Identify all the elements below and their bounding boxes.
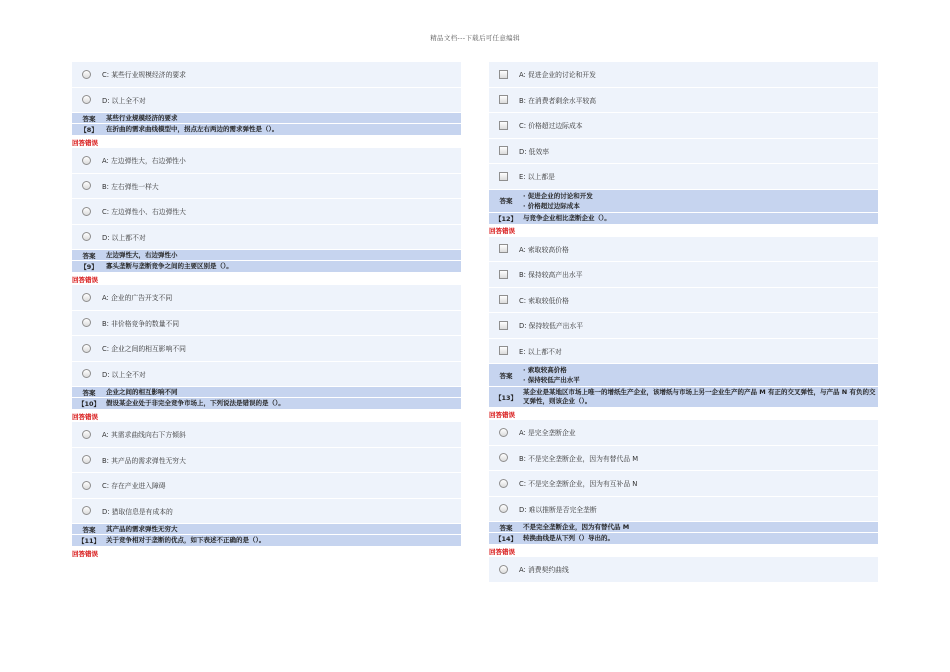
question-number: 【13】 [494, 393, 518, 402]
option-row[interactable] [72, 362, 461, 388]
radio-button[interactable] [499, 453, 508, 462]
answer-text: 其产品的需求弹性无穷大 [106, 525, 178, 533]
option-row[interactable] [489, 288, 878, 314]
answer-label: 答案 [499, 197, 513, 205]
option-row[interactable] [489, 139, 878, 165]
option-row[interactable] [72, 422, 461, 448]
option-row[interactable] [489, 471, 878, 497]
option-label: C: 存在产业进入障碍 [102, 482, 166, 491]
option-label: D: 猎取信息是有成本的 [102, 507, 173, 516]
option-row[interactable] [489, 88, 878, 114]
checkbox[interactable] [499, 70, 508, 79]
question-text: 假设某企业处于非完全竞争市场上，下列说法是错误的是（）。 [106, 399, 285, 407]
answer-row [489, 190, 878, 213]
option-label: D: 低效率 [519, 147, 550, 156]
option-label: A: 其需求曲线向右下方倾斜 [102, 431, 186, 440]
option-row[interactable] [72, 499, 461, 525]
radio-button[interactable] [499, 504, 508, 513]
option-row[interactable] [72, 174, 461, 200]
radio-button[interactable] [82, 318, 91, 327]
answer-text: 左边弹性大，右边弹性小 [106, 251, 178, 259]
answer-text: 企业之间的相互影响不同 [106, 388, 178, 396]
radio-button[interactable] [82, 344, 91, 353]
option-label: B: 左右弹性一样大 [102, 182, 159, 191]
option-row[interactable] [489, 497, 878, 523]
option-label: C: 价格超过边际成本 [519, 122, 583, 131]
option-row[interactable] [489, 262, 878, 288]
checkbox[interactable] [499, 321, 508, 330]
option-row[interactable] [72, 473, 461, 499]
question-text: 在折曲的需求曲线模型中，拐点左右两边的需求弹性是（）。 [106, 125, 279, 133]
option-label: B: 其产品的需求弹性无穷大 [102, 456, 186, 465]
answer-text: 某些行业规模经济的要求 [106, 114, 178, 122]
wrong-answer-label: 回答错误 [72, 410, 461, 422]
option-row[interactable] [72, 448, 461, 474]
radio-button[interactable] [499, 479, 508, 488]
answer-text [523, 190, 593, 212]
option-label: C: 企业之间的相互影响不同 [102, 345, 186, 354]
radio-button[interactable] [82, 95, 91, 104]
answer-line: · 保持较低产出水平 [523, 376, 580, 384]
option-label: D: 以上全不对 [102, 370, 146, 379]
radio-button[interactable] [82, 293, 91, 302]
answer-row [489, 522, 878, 533]
option-row[interactable] [489, 339, 878, 365]
option-label: D: 难以推断是否完全垄断 [519, 505, 597, 514]
option-row[interactable] [489, 113, 878, 139]
option-label: A: 是完全垄断企业 [519, 429, 576, 438]
question-text: 与竞争企业相比垄断企业（）。 [523, 213, 611, 222]
question-row [489, 387, 878, 408]
checkbox[interactable] [499, 270, 508, 279]
answer-row [72, 250, 461, 261]
checkbox[interactable] [499, 146, 508, 155]
option-label: A: 索取较高价格 [519, 245, 569, 254]
question-number: 【10】 [77, 400, 101, 408]
answer-row [489, 364, 878, 387]
answer-label: 答案 [499, 371, 513, 380]
checkbox[interactable] [499, 121, 508, 130]
option-label: B: 保持较高产出水平 [519, 271, 583, 280]
option-row[interactable] [72, 62, 461, 88]
option-row[interactable] [72, 88, 461, 114]
option-row[interactable] [489, 557, 878, 583]
option-label: E: 以上都不对 [519, 347, 562, 356]
option-label: C: 索取较低价格 [519, 296, 569, 305]
option-label: D: 以上都不对 [102, 233, 146, 242]
option-row[interactable] [72, 285, 461, 311]
question-row [489, 213, 878, 225]
right-column [489, 62, 878, 583]
radio-button[interactable] [82, 506, 91, 515]
answer-line: · 价格超过边际成本 [523, 201, 580, 210]
option-row[interactable] [489, 313, 878, 339]
answer-text: 不是完全垄断企业，因为有替代品 M [523, 523, 630, 531]
option-row[interactable] [489, 237, 878, 263]
option-label: E: 以上都是 [519, 173, 555, 182]
option-label: D: 以上全不对 [102, 96, 146, 105]
radio-button[interactable] [82, 430, 91, 439]
option-label: B: 非价格竞争的数量不同 [102, 319, 180, 328]
question-text: 某企业是某地区市场上唯一的增纸生产企业，该增纸与市场上另一企业生产的产品 M 有正的交叉弹性，与产品 N 有负的交叉弹性，则该企业（）。 [523, 388, 876, 405]
option-row[interactable] [489, 164, 878, 190]
checkbox[interactable] [499, 295, 508, 304]
radio-button[interactable] [82, 455, 91, 464]
question-number: 【9】 [80, 263, 98, 271]
checkbox[interactable] [499, 95, 508, 104]
question-text: 关于竞争相对于垄断的优点，如下表述不正确的是（）。 [106, 536, 266, 544]
answer-label: 答案 [82, 114, 96, 123]
option-label: B: 在消费者剩余水平较高 [519, 96, 597, 105]
option-row[interactable] [72, 336, 461, 362]
answer-label: 答案 [82, 388, 96, 397]
radio-button[interactable] [82, 232, 91, 241]
question-text: 寡头垄断与垄断竞争之间的主要区别是（）。 [106, 262, 233, 270]
question-row [72, 124, 461, 136]
option-label: A: 企业的广告开支不同 [102, 294, 173, 303]
page-header: 精品文档---下载后可任意编辑 [430, 34, 520, 42]
question-number: 【11】 [77, 537, 101, 545]
option-row[interactable] [72, 199, 461, 225]
option-label: A: 促进企业的讨论和开发 [519, 71, 596, 80]
wrong-answer-label: 回答错误 [489, 225, 878, 237]
wrong-answer-label: 回答错误 [489, 408, 878, 420]
radio-button[interactable] [82, 481, 91, 490]
answer-row [72, 524, 461, 535]
option-label: B: 不是完全垄断企业，因为有替代品 M [519, 454, 639, 463]
left-column [72, 62, 461, 559]
question-number: 【14】 [494, 535, 518, 543]
option-row[interactable] [72, 311, 461, 337]
option-label: A: 左边弹性大，右边弹性小 [102, 157, 186, 166]
checkbox[interactable] [499, 244, 508, 253]
option-label: D: 保持较低产出水平 [519, 322, 584, 331]
option-row[interactable] [489, 62, 878, 88]
option-row[interactable] [72, 225, 461, 251]
answer-label: 答案 [499, 523, 513, 532]
radio-button[interactable] [82, 156, 91, 165]
answer-row [72, 113, 461, 124]
radio-button[interactable] [82, 369, 91, 378]
radio-button[interactable] [499, 428, 508, 437]
answer-label: 答案 [82, 251, 96, 260]
question-row [72, 398, 461, 410]
checkbox[interactable] [499, 172, 508, 181]
wrong-answer-label: 回答错误 [72, 273, 461, 285]
option-row[interactable] [489, 420, 878, 446]
checkbox[interactable] [499, 346, 508, 355]
wrong-answer-label: 回答错误 [72, 547, 461, 559]
question-row [72, 261, 461, 273]
option-label: C: 左边弹性小、右边弹性大 [102, 208, 186, 217]
question-row [72, 535, 461, 547]
option-label: C: 不是完全垄断企业，因为有互补品 N [519, 480, 638, 489]
radio-button[interactable] [82, 181, 91, 190]
option-row[interactable] [489, 446, 878, 472]
question-number: 【12】 [494, 214, 518, 223]
question-row [489, 533, 878, 545]
wrong-answer-label: 回答错误 [72, 136, 461, 148]
option-label: C: 某些行业规模经济的要求 [102, 71, 186, 80]
radio-button[interactable] [82, 207, 91, 216]
wrong-answer-label: 回答错误 [489, 545, 878, 557]
radio-button[interactable] [82, 70, 91, 79]
answer-row [72, 387, 461, 398]
answer-line: · 促进企业的讨论和开发 [523, 191, 593, 200]
answer-text [523, 364, 580, 386]
option-row[interactable] [72, 148, 461, 174]
option-label: A: 消费契约曲线 [519, 566, 569, 575]
radio-button[interactable] [499, 565, 508, 574]
answer-line: · 索取较高价格 [523, 366, 567, 374]
question-text: 转换曲线是从下列（）导出的。 [523, 534, 614, 542]
answer-label: 答案 [82, 525, 96, 534]
question-number: 【8】 [80, 126, 98, 134]
